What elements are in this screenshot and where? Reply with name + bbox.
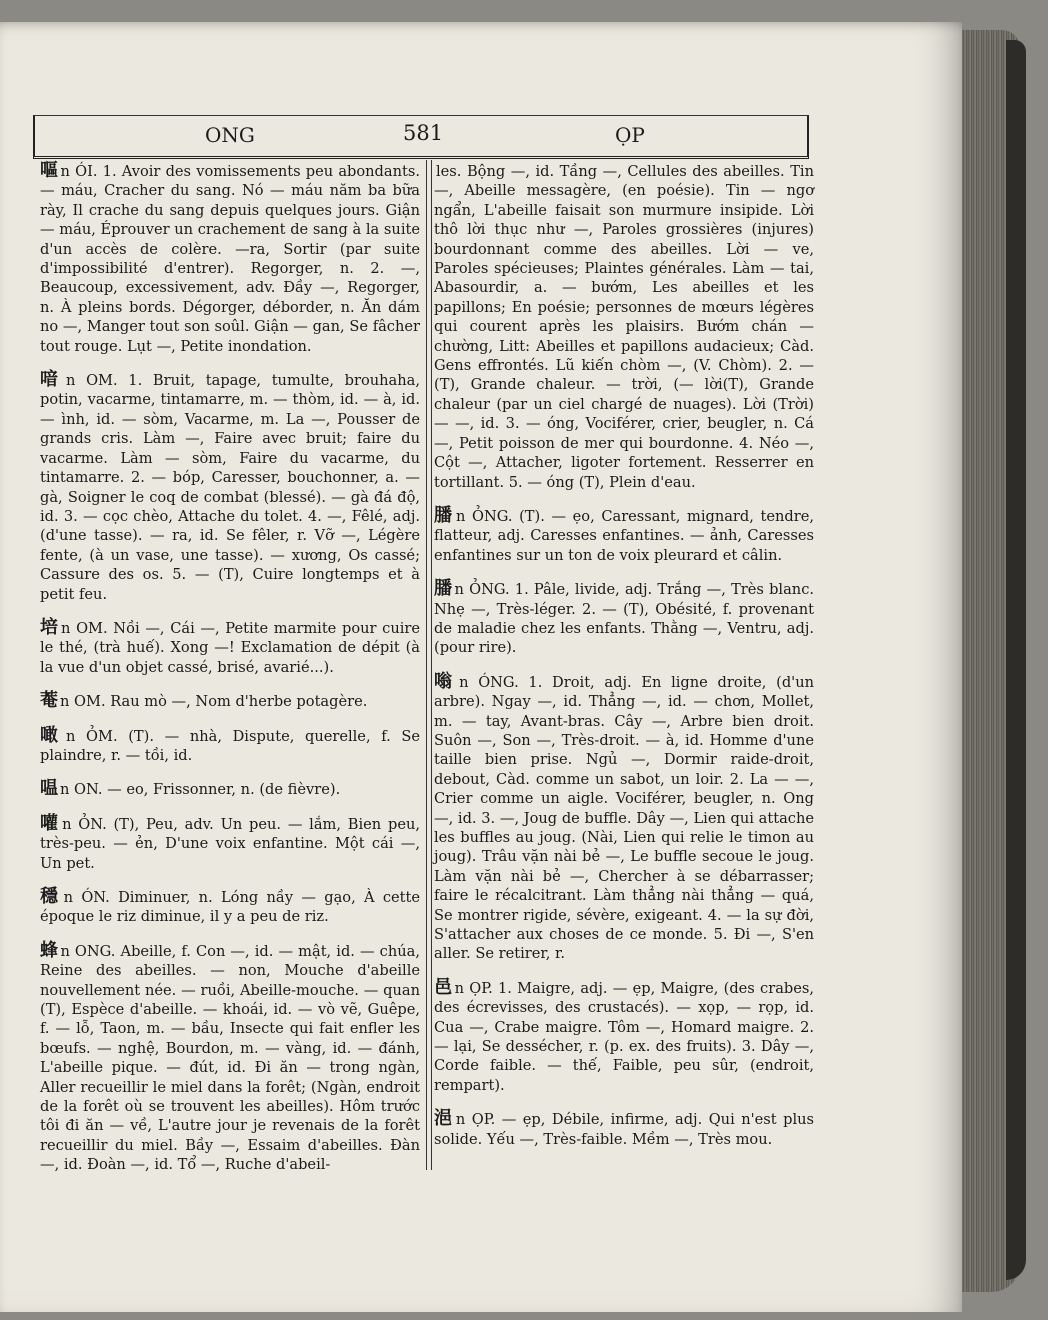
entry-character: 喑	[40, 369, 65, 391]
dictionary-entry	[40, 161, 420, 356]
entry-character: 浥	[434, 1108, 454, 1130]
left-column	[40, 161, 420, 1189]
entry-character: 噉	[40, 724, 64, 746]
header-right-keyword: ỌP	[615, 123, 645, 147]
entry-text: n ỎN. (T), Peu, adv. Un peu. — lắm, Bien peu, très-peu. — ẻn, D'une voix enfantine. Một cái —, Un pet.	[40, 815, 420, 872]
entry-character: 蜂	[40, 939, 59, 961]
entry-text: n ÓN. Diminuer, n. Lóng nầy — gạo, À cette époque le riz diminue, il y a peu de riz.	[40, 889, 421, 926]
entry-text: n ỎM. (T). — nhà, Dispute, querelle, f. Se plaindre, r. — tồi, id.	[40, 727, 420, 764]
entry-character: 培	[40, 616, 60, 638]
dictionary-entry	[40, 887, 420, 927]
entry-text: n ONG. Abeille, f. Con —, id. — mật, id. — chúa, Reine des abeilles. — non, Mouche d'abeille nouvellement née. — ruồi, Abeille-mouche. — quan (T), Espèce d'abeille. — khoái, id. — vò vẽ, Guêpe, f. — lỗ, Taon, m. — bầu, Insecte qui fait enfler les bœufs. — nghệ, Bourdon, m. — vàng, id. — đánh, L'abeille pique. — đút, id. Đi ăn — trong ngàn, Aller recueillir le miel dans la forêt; (Ngàn, endroit de la forêt où se trouvent les abeilles). Hôm trước tôi đi ăn — về, L'autre jour je revenais de la forêt recueillir du miel. Bầy —, Essaim d'abeilles. Đàn —, id. Đoàn —, id. Tổ —, Ruche d'abeil-	[40, 942, 420, 1174]
dictionary-entry	[40, 779, 420, 799]
dictionary-entry	[434, 672, 814, 964]
entry-text: n ỎNG. (T). — ẹo, Caressant, mignard, tendre, flatteur, adj. Caresses enfantines. — ảnh, Caresses enfantines sur un ton de voix pleurard et câlin.	[434, 507, 814, 564]
entry-text: n OM. Rau mò —, Nom d'herbe potagère.	[60, 693, 368, 711]
entry-character: 膰	[434, 504, 454, 526]
entry-character: 嗡	[434, 670, 458, 692]
entry-text: n OM. 1. Bruit, tapage, tumulte, brouhaha, potin, vacarme, tintamarre, m. — thòm, id. — à, id. — ình, id. — sòm, Vacarme, m. La —, Pousser de grands cris. Làm —, Faire avec bruit; faire du vacarme. Làm — sòm, Faire du vacarme, du tintamarre. 2. — bóp, Caresser, bouchonner, a. — gà, Soigner le coq de combat (blessé). — gà đá độ, id. 3. — cọc chèo, Attache du tolet. 4. —, Fêlé, adj. (d'une tasse). — ra, id. Se fêler, r. Vỡ —, Légère fente, (à un vase, une tasse). — xương, Os cassé; Cassure des os. 5. — (T), Cuire longtemps et à petit feu.	[40, 372, 421, 603]
page-number: 581	[403, 121, 444, 145]
entry-character: 邑	[434, 976, 453, 998]
right-column	[434, 161, 814, 1163]
entry-text: n ÓNG. 1. Droit, adj. En ligne droite, (d'un arbre). Ngay —, id. Thẳng —, id. — chơn, Mollet, m. — tay, Avant-bras. Cây —, Arbre bien droit. Suôn —, Son —, Très-droit. — à, id. Homme d'une taille bien prise. Ngủ —, Dormir raide-droit, debout, Càd. comme un sabot, un loir. 2. La — —, Crier comme un aigle. Vociférer, beugler, n. Ong —, id. 3. —, Joug de buffle. Dây —, Lien qui attache les buffles au joug. (Nài, Lien qui relie le timon au joug). Trâu vặn nài bẻ —, Le buffle secoue le joug. Làm vặn nài bẻ —, Chercher à se débarrasser; faire le récalcitrant. Làm thẳng nài thẳng — quá, Se montrer rigide, sévère, exigeant. 4. — la sự đời, S'attacher aux choses de ce monde. 5. Đi —, S'en aller. Se retirer, r.	[434, 673, 814, 963]
entry-text: n ỎNG. 1. Pâle, livide, adj. Trắng —, Très blanc. Nhẹ —, Très-léger. 2. — (T), Obésité, f. provenant de maladie chez les enfants. Thằng —, Ventru, adj. (pour rire).	[434, 581, 815, 657]
entry-character: 嘔	[40, 160, 59, 181]
entry-text: n ÓI. 1. Avoir des vomissements peu abondants. — máu, Cracher du sang. Nó — máu năm ba bữa rày, Il crache du sang depuis quelques jours. Giận — máu, Éprouver un crachement de sang à la suite d'un accès de colère. —ra, Sortir (par suite d'impossibilité d'entrer). Regorger, n. 2. —, Beaucoup, excessivement, adv. Đầy —, Regorger, n. À pleins bords. Dégorger, déborder, n. Ăn dám no —, Manger tout son soûl. Giận — gan, Se fâcher tout rouge. Lụt —, Petite inondation.	[40, 163, 420, 355]
dictionary-entry	[40, 941, 420, 1175]
entry-text: n ỌP. 1. Maigre, adj. — ẹp, Maigre, (des crabes, des écrevisses, des crustacés). — xọp, — rọp, id. Cua —, Crabe maigre. Tôm —, Homard maigre. 2. — lại, Se dessécher, r. (p. ex. des fruits). 3. Dây —, Corde faible. — thế, Faible, peu sûr, (endroit, rempart).	[434, 979, 815, 1094]
dictionary-entry	[40, 691, 420, 711]
dictionary-entry	[40, 618, 420, 677]
header-left-keyword: ONG	[205, 123, 255, 147]
entry-character: 穩	[40, 886, 62, 907]
entry-text: les. Bộng —, id. Tầng —, Cellules des abeilles. Tin —, Abeille messagère, (en poésie). Tin — ngơ ngẩn, L'abeille faisait son murmure insipide. Lời thô lời thục như —, Paroles grossières (injures) bourdonnant comme des abeilles. Lời — ve, Paroles spécieuses; Plaintes générales. Làm — tai, Abasourdir, a. — bướm, Les abeilles et les papillons; En poésie; personnes de mœurs légères qui courent après les plaisirs. Bướm chán — chường, Litt: Abeilles et papillons audacieux; Càd. Gens effrontés. Lũ kiến chòm —, (V. Chòm). 2. —(T), Grande chaleur. — trời, (— lời(T), Grande chaleur (par un ciel chargé de nuages). Lời (Trời) — —, id. 3. — óng, Vociférer, crier, beugler, n. Cá —, Petit poisson de mer qui bourdonne. 4. Néo —, Cột —, Attacher, ligoter fortement. Resserrer en tortillant. 5. — óng (T), Plein d'eau.	[434, 163, 814, 491]
book-cover	[1006, 40, 1026, 1280]
dictionary-entry	[434, 506, 814, 565]
entry-character: 嚾	[40, 812, 61, 834]
dictionary-entry	[434, 579, 814, 658]
dictionary-entry	[40, 726, 420, 766]
entry-text: n OM. Nồi —, Cái —, Petite marmite pour cuire le thé, (trà huế). Xong —! Exclamation de dépit (à la vue d'un objet cassé, brisé, avarié...).	[40, 619, 421, 676]
dictionary-entry	[434, 978, 814, 1095]
entry-character: 膰	[434, 578, 453, 600]
entry-text: n ỌP. — ẹp, Débile, infirme, adj. Qui n'est plus solide. Yếu —, Très-faible. Mềm —, Très mou.	[434, 1111, 815, 1148]
dictionary-entry	[40, 370, 420, 604]
column-divider	[426, 160, 432, 1170]
dictionary-entry	[434, 1109, 814, 1149]
dictionary-entry	[40, 814, 420, 873]
dictionary-entry	[434, 161, 814, 492]
entry-character: 嗢	[40, 778, 58, 800]
running-header	[33, 115, 809, 159]
entry-character: 菴	[40, 690, 58, 712]
entry-text: n ON. — eo, Frissonner, n. (de fièvre).	[60, 781, 341, 799]
